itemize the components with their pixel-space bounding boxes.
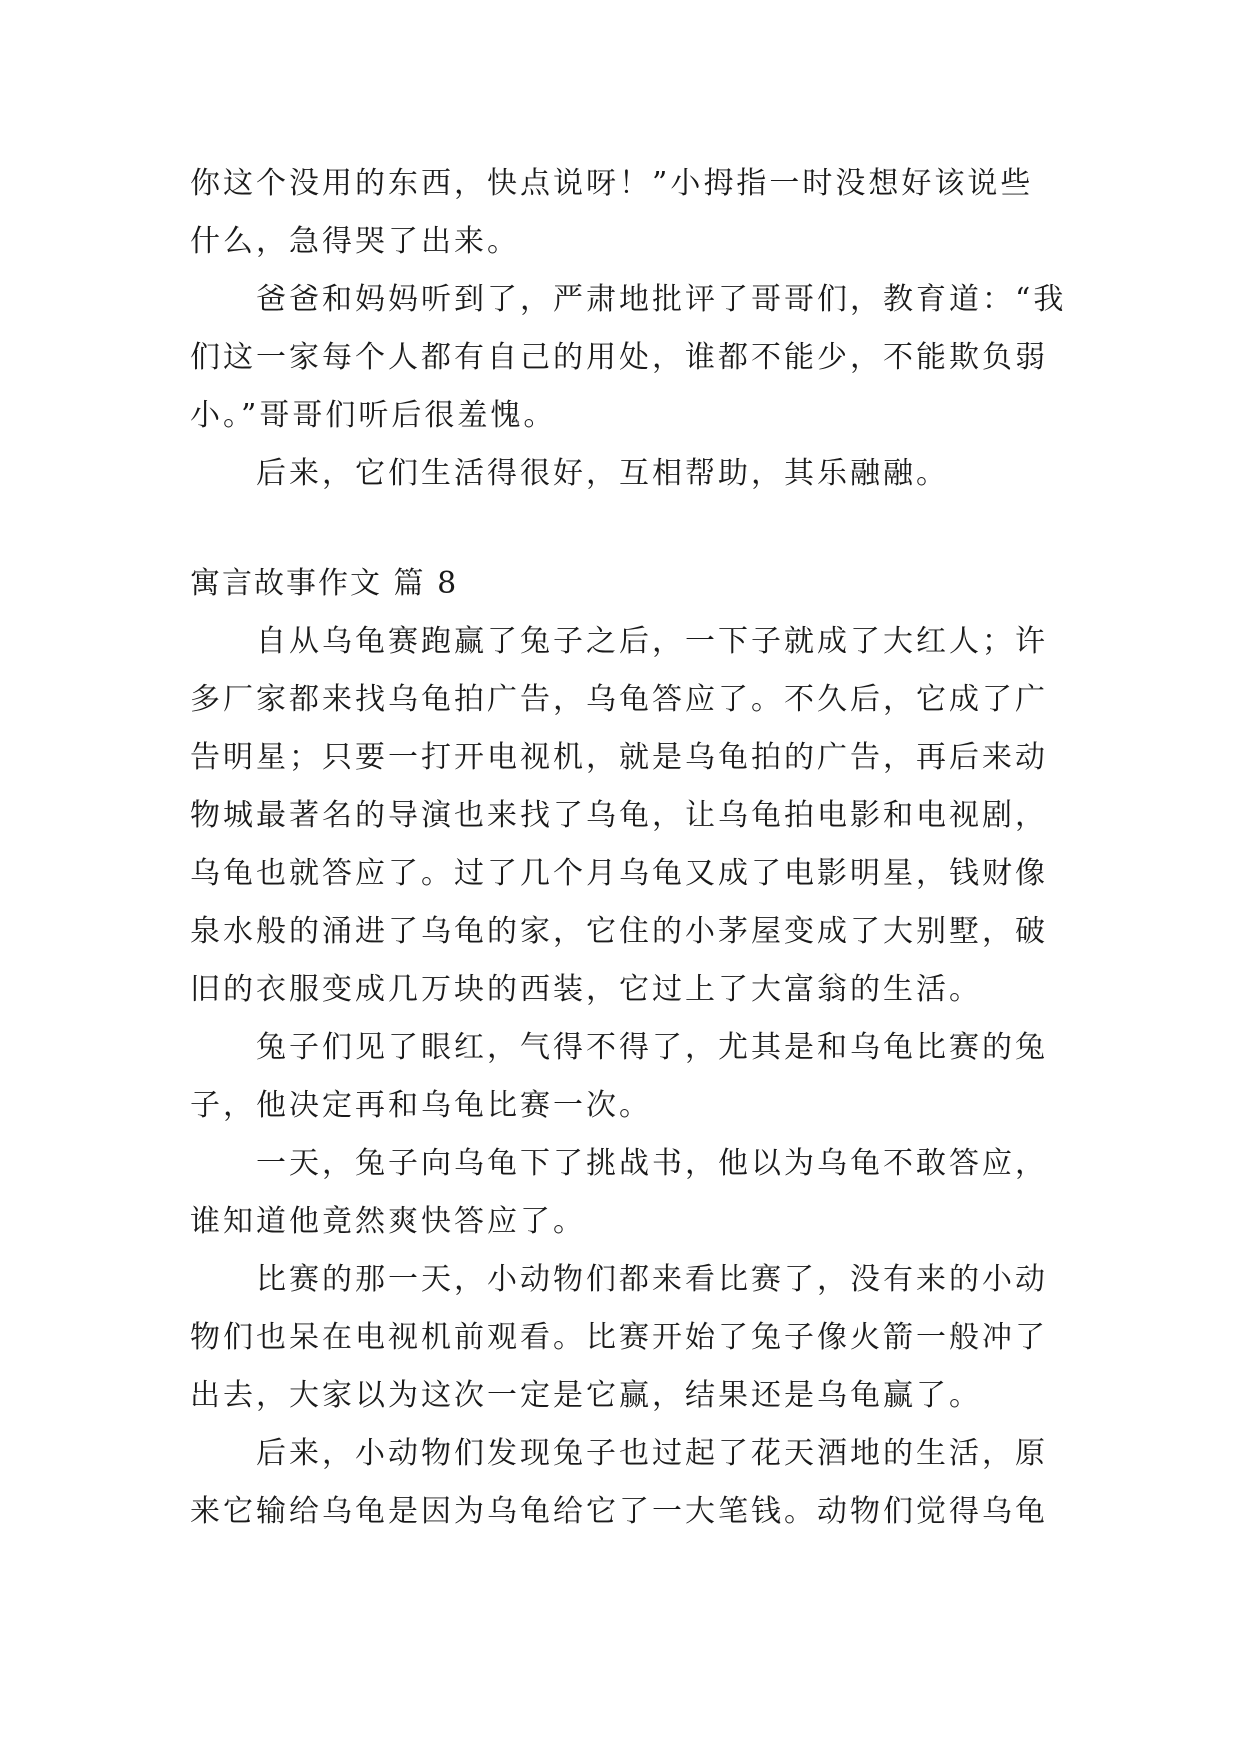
text-line: 泉水般的涌进了乌龟的家，它住的小茅屋变成了大别墅，破 — [190, 914, 1048, 949]
text-line: 什么，急得哭了出来。 — [190, 224, 520, 259]
text-line: 物们也呆在电视机前观看。比赛开始了兔子像火箭一般冲了 — [190, 1320, 1048, 1355]
text-line: 一天，兔子向乌龟下了挑战书，他以为乌龟不敢答应， — [256, 1146, 1048, 1181]
paragraph — [190, 445, 1060, 503]
section-title: 寓言故事作文 篇 8 — [190, 566, 459, 601]
paragraph — [190, 271, 1067, 445]
text-line: 你这个没用的东西，快点说呀！”小拇指一时没想好该说些 — [190, 166, 1034, 201]
paragraph — [190, 1251, 1060, 1425]
paragraph — [190, 1425, 1060, 1541]
paragraph — [190, 155, 1060, 271]
text-line: 兔子们见了眼红，气得不得了，尤其是和乌龟比赛的兔 — [256, 1030, 1048, 1065]
paragraph — [190, 1019, 1060, 1135]
document-page — [190, 155, 1067, 1541]
text-line: 比赛的那一天，小动物们都来看比赛了，没有来的小动 — [256, 1262, 1048, 1297]
text-line: 出去，大家以为这次一定是它赢，结果还是乌龟赢了。 — [190, 1378, 982, 1413]
text-line: 小。”哥哥们听后很羞愧。 — [190, 398, 557, 433]
text-line: 多厂家都来找乌龟拍广告，乌龟答应了。不久后，它成了广 — [190, 682, 1048, 717]
text-line: 子，他决定再和乌龟比赛一次。 — [190, 1088, 652, 1123]
text-line: 物城最著名的导演也来找了乌龟，让乌龟拍电影和电视剧， — [190, 798, 1048, 833]
text-line: 谁知道他竟然爽快答应了。 — [190, 1204, 586, 1239]
text-line: 乌龟也就答应了。过了几个月乌龟又成了电影明星，钱财像 — [190, 856, 1048, 891]
text-line: 自从乌龟赛跑赢了兔子之后，一下子就成了大红人；许 — [256, 624, 1048, 659]
text-line: 们这一家每个人都有自己的用处，谁都不能少，不能欺负弱 — [190, 340, 1048, 375]
text-line: 旧的衣服变成几万块的西装，它过上了大富翁的生活。 — [190, 972, 982, 1007]
text-line: 来它输给乌龟是因为乌龟给它了一大笔钱。动物们觉得乌龟 — [190, 1494, 1048, 1529]
section-gap — [190, 503, 1060, 555]
text-line: 告明星；只要一打开电视机，就是乌龟拍的广告，再后来动 — [190, 740, 1048, 775]
text-line: 爸爸和妈妈听到了，严肃地批评了哥哥们，教育道：“我 — [256, 282, 1067, 317]
text-line: 后来，它们生活得很好，互相帮助，其乐融融。 — [256, 456, 949, 491]
paragraph — [190, 1135, 1060, 1251]
text-line: 后来，小动物们发现兔子也过起了花天酒地的生活，原 — [256, 1436, 1048, 1471]
paragraph — [190, 613, 1060, 1019]
